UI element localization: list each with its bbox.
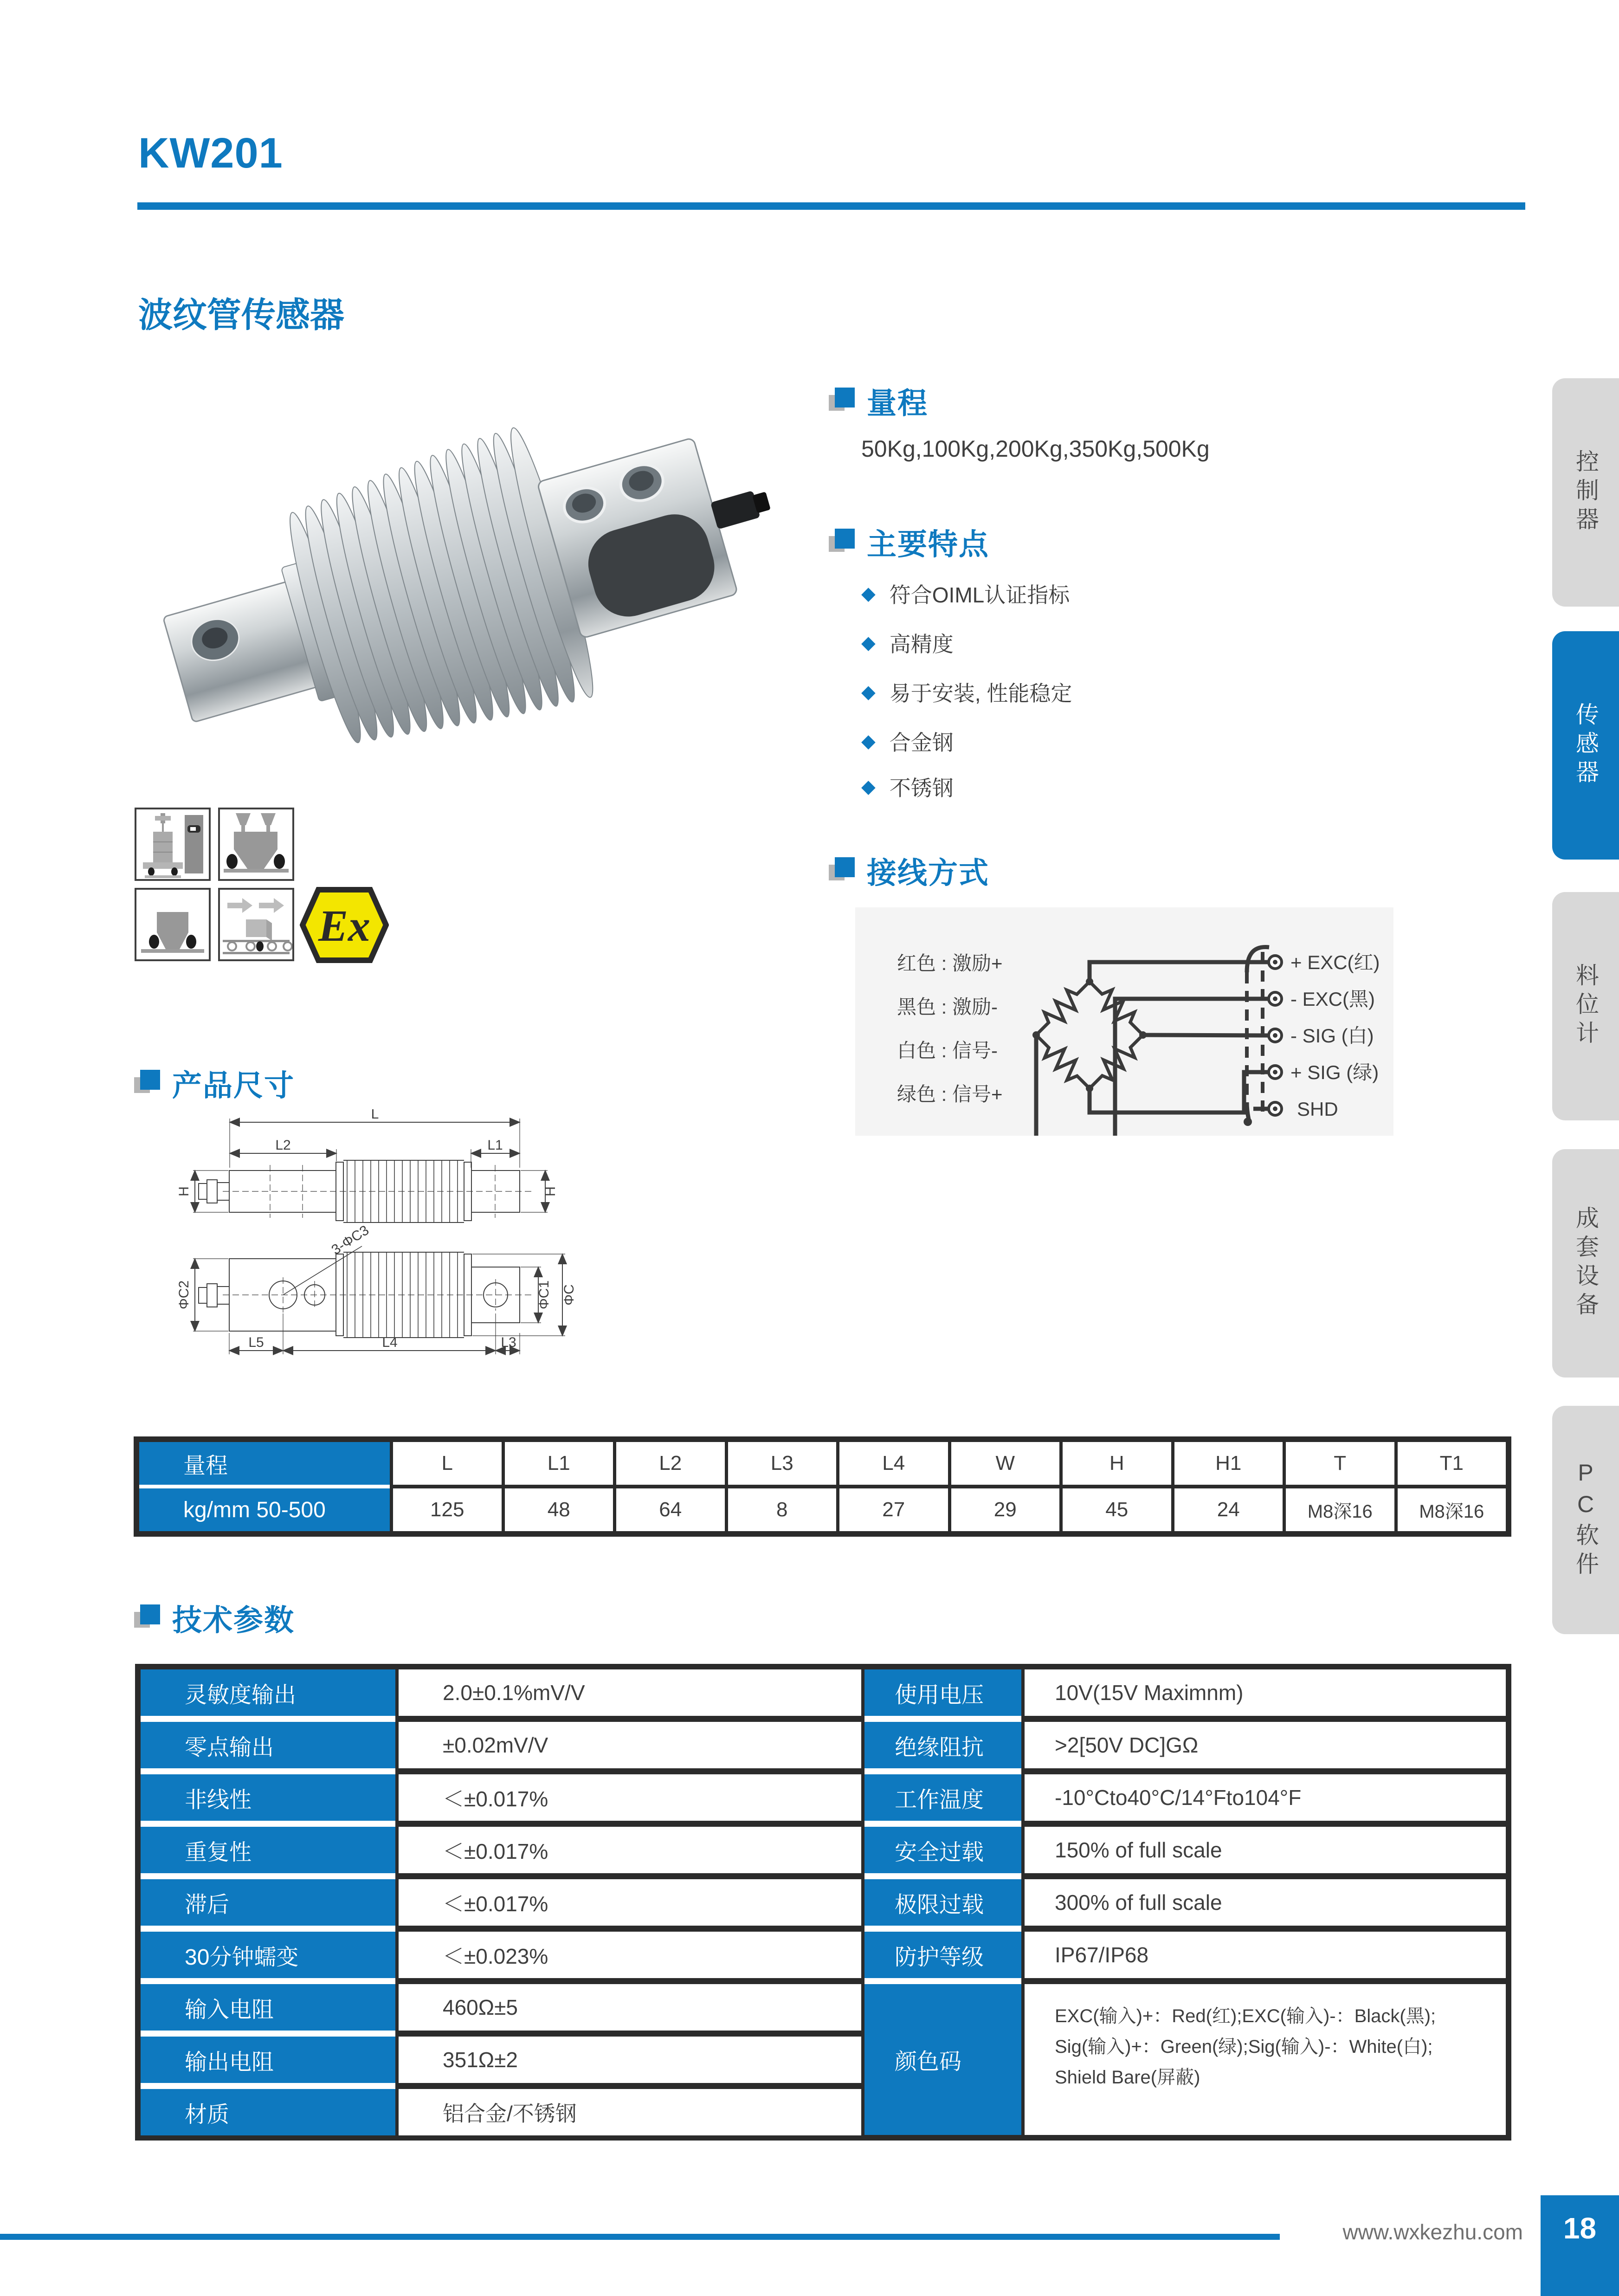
section-marker-icon <box>829 387 855 415</box>
dims-header-cell: H <box>1059 1442 1171 1485</box>
feature-item <box>861 771 954 802</box>
wire-label: 红色 : 激励+ <box>897 952 1003 974</box>
tech-label: 非线性 <box>141 1774 395 1821</box>
sidebar-tab-sensors[interactable] <box>1552 631 1619 860</box>
section-marker-icon <box>134 1604 160 1632</box>
tech-label: 绝缘阻抗 <box>864 1722 1021 1768</box>
feature-item <box>861 726 954 757</box>
dim-label-H: H <box>543 1186 558 1197</box>
diamond-bullet-icon: ◆ <box>861 583 876 604</box>
section-wiring <box>829 849 989 892</box>
header-divider <box>137 202 1525 210</box>
feature-item <box>861 677 1072 707</box>
application-conveyor-icon <box>218 888 294 961</box>
wheatstone-bridge-diagram <box>855 907 1393 1136</box>
section-marker-icon <box>829 528 855 556</box>
tech-label: 灵敏度输出 <box>141 1669 395 1716</box>
dims-gap <box>139 1485 390 1488</box>
dim-label-C2: ΦC2 <box>176 1280 192 1310</box>
dimensions-table <box>134 1436 1511 1537</box>
tech-label: 使用电压 <box>864 1669 1021 1716</box>
color-code-line: Shield Bare(屏蔽) <box>1055 2067 1200 2088</box>
dims-gap <box>1059 1485 1171 1488</box>
dims-header-cell: L1 <box>502 1442 613 1485</box>
dims-gap <box>725 1485 837 1488</box>
color-code-value <box>1025 1984 1506 2135</box>
sidebar-tab-label: 控制器 <box>1573 449 1599 536</box>
tech-label: 零点输出 <box>141 1722 395 1768</box>
terminal-label: - SIG (白) <box>1290 1025 1374 1047</box>
dims-row-label: kg/mm 50-500 <box>139 1488 390 1531</box>
section-dimensions-title: 产品尺寸 <box>172 1069 295 1102</box>
product-photo <box>130 397 798 763</box>
dims-header-cell: L3 <box>725 1442 837 1485</box>
dims-value-cell: 8 <box>725 1488 837 1531</box>
sidebar-tab-label: 料位计 <box>1573 963 1599 1049</box>
dim-label-L3: L3 <box>501 1335 516 1350</box>
terminal-label: SHD <box>1297 1098 1338 1120</box>
dim-label-C1: ΦC1 <box>536 1280 552 1310</box>
tech-value: 351Ω±2 <box>399 2037 861 2083</box>
feature-text: 高精度 <box>889 632 954 656</box>
tech-value: 10V(15V Maximnm) <box>1025 1669 1506 1716</box>
tech-value: ＜±0.017% <box>399 1774 861 1821</box>
dims-header-cell: W <box>948 1442 1060 1485</box>
tech-label: 输出电阻 <box>141 2037 395 2083</box>
dims-value-cell: 125 <box>390 1488 502 1531</box>
color-code-label: 颜色码 <box>864 1984 1021 2135</box>
dim-label-L5: L5 <box>248 1335 264 1350</box>
tech-value: 2.0±0.1%mV/V <box>399 1669 861 1716</box>
diamond-bullet-icon: ◆ <box>861 731 876 751</box>
sidebar-tab-label: PC软件 <box>1573 1460 1599 1580</box>
terminal-label: + SIG (绿) <box>1290 1061 1379 1083</box>
tech-value: >2[50V DC]GΩ <box>1025 1722 1506 1768</box>
tech-value: ＜±0.023% <box>399 1932 861 1978</box>
dims-header-cell: T1 <box>1394 1442 1506 1485</box>
dim-label-L4: L4 <box>382 1335 398 1350</box>
sidebar-tab-complete-equipment[interactable] <box>1552 1149 1619 1378</box>
tech-value: 460Ω±5 <box>399 1984 861 2031</box>
section-features <box>829 521 989 563</box>
tech-label: 安全过载 <box>864 1827 1021 1873</box>
dims-col0-header: 量程 <box>139 1442 390 1485</box>
dims-gap <box>948 1485 1060 1488</box>
section-tech-params <box>134 1597 295 1639</box>
dims-header-cell: L <box>390 1442 502 1485</box>
dims-gap <box>613 1485 725 1488</box>
diamond-bullet-icon: ◆ <box>861 682 876 702</box>
feature-text: 符合OIML认证指标 <box>889 583 1070 607</box>
section-marker-icon <box>134 1069 160 1098</box>
dims-value-cell: 64 <box>613 1488 725 1531</box>
feature-item <box>861 627 954 658</box>
diamond-bullet-icon: ◆ <box>861 633 876 653</box>
color-code-line: Sig(输入)+：Green(绿);Sig(输入)-：White(白); <box>1055 2037 1433 2057</box>
dims-value-cell: M8深16 <box>1394 1488 1506 1531</box>
tech-value: 150% of full scale <box>1025 1827 1506 1873</box>
dims-value-cell: 24 <box>1171 1488 1283 1531</box>
tech-label: 材质 <box>141 2089 395 2135</box>
section-features-title: 主要特点 <box>867 528 989 561</box>
tech-value: ＜±0.017% <box>399 1827 861 1873</box>
tech-value: -10°Cto40°C/14°Fto104°F <box>1025 1774 1506 1821</box>
ex-logo-text: Ex <box>318 901 371 951</box>
tech-label: 极限过载 <box>864 1879 1021 1926</box>
dims-header-cell: T <box>1283 1442 1394 1485</box>
dim-label-C3: 3-ΦC3 <box>329 1222 372 1258</box>
dims-value-cell: 27 <box>836 1488 948 1531</box>
dims-value-cell: 45 <box>1059 1488 1171 1531</box>
terminal-label: + EXC(红) <box>1290 951 1380 973</box>
range-value: 50Kg,100Kg,200Kg,350Kg,500Kg <box>861 436 1210 462</box>
tech-label: 工作温度 <box>864 1774 1021 1821</box>
dim-label-L: L <box>371 1109 379 1122</box>
section-range-title: 量程 <box>867 387 928 420</box>
product-name: 波纹管传感器 <box>138 296 344 334</box>
sidebar-tab-pc-software[interactable] <box>1552 1406 1619 1634</box>
tech-value: 铝合金/不锈钢 <box>399 2089 861 2135</box>
tech-label: 30分钟蠕变 <box>141 1932 395 1978</box>
dims-gap <box>1394 1485 1506 1488</box>
technical-drawing <box>167 1109 594 1362</box>
tech-label: 滞后 <box>141 1879 395 1926</box>
tech-value: ＜±0.017% <box>399 1879 861 1926</box>
tech-label: 重复性 <box>141 1827 395 1873</box>
page-number: 18 <box>1563 2212 1597 2245</box>
color-code-line: EXC(输入)+：Red(红);EXC(输入)-：Black(黑); <box>1055 2006 1436 2026</box>
wire-label: 白色 : 信号- <box>897 1040 998 1061</box>
tech-value: ±0.02mV/V <box>399 1722 861 1768</box>
sidebar-tab-label: 传感器 <box>1573 702 1599 789</box>
tech-label: 防护等级 <box>864 1932 1021 1978</box>
dims-gap <box>390 1485 502 1488</box>
dims-gap <box>1283 1485 1394 1488</box>
dims-value-cell: 48 <box>502 1488 613 1531</box>
page-title: KW201 <box>138 129 283 177</box>
diamond-bullet-icon: ◆ <box>861 776 876 797</box>
section-range <box>829 380 928 422</box>
dims-header-cell: L2 <box>613 1442 725 1485</box>
dim-label-C: ΦC <box>561 1284 577 1306</box>
feature-text: 合金钢 <box>889 731 954 755</box>
dim-label-L2: L2 <box>275 1138 291 1153</box>
application-hopper-icon <box>135 888 211 961</box>
bellows-loadcell-illustration <box>130 397 798 763</box>
application-mixer-icon <box>135 808 211 881</box>
footer-rule <box>0 2234 1280 2240</box>
feature-item <box>861 578 1070 609</box>
dims-gap <box>836 1485 948 1488</box>
wiring-diagram-panel <box>855 907 1393 1136</box>
dims-value-cell: 29 <box>948 1488 1060 1531</box>
sidebar-tab-label: 成套设备 <box>1573 1206 1599 1321</box>
tech-value: IP67/IP68 <box>1025 1932 1506 1978</box>
tech-label: 输入电阻 <box>141 1984 395 2031</box>
wire-label: 黑色 : 激励- <box>897 996 998 1018</box>
dims-header-cell: H1 <box>1171 1442 1283 1485</box>
page-number-badge <box>1541 2195 1619 2296</box>
terminal-label: - EXC(黑) <box>1290 988 1375 1010</box>
tech-value: 300% of full scale <box>1025 1879 1506 1926</box>
tech-params-table <box>135 1664 1511 2141</box>
dims-header-cell: L4 <box>836 1442 948 1485</box>
sidebar-tab-controllers[interactable] <box>1552 378 1619 607</box>
website-url[interactable]: www.wxkezhu.com <box>1342 2220 1523 2244</box>
dims-gap <box>1171 1485 1283 1488</box>
feature-text: 不锈钢 <box>889 776 954 800</box>
ex-certification-logo <box>300 887 389 963</box>
wire-label: 绿色 : 信号+ <box>897 1083 1003 1105</box>
sidebar-tab-level-meters[interactable] <box>1552 892 1619 1120</box>
dims-value-cell: M8深16 <box>1283 1488 1394 1531</box>
section-wiring-title: 接线方式 <box>867 856 989 890</box>
application-twin-hopper-icon <box>218 808 294 881</box>
dims-gap <box>502 1485 613 1488</box>
section-tech-params-title: 技术参数 <box>172 1604 295 1637</box>
dim-label-H: H <box>176 1186 192 1197</box>
feature-text: 易于安装, 性能稳定 <box>889 681 1072 705</box>
section-dimensions <box>134 1062 295 1105</box>
section-marker-icon <box>829 856 855 885</box>
dim-label-L1: L1 <box>487 1138 503 1153</box>
